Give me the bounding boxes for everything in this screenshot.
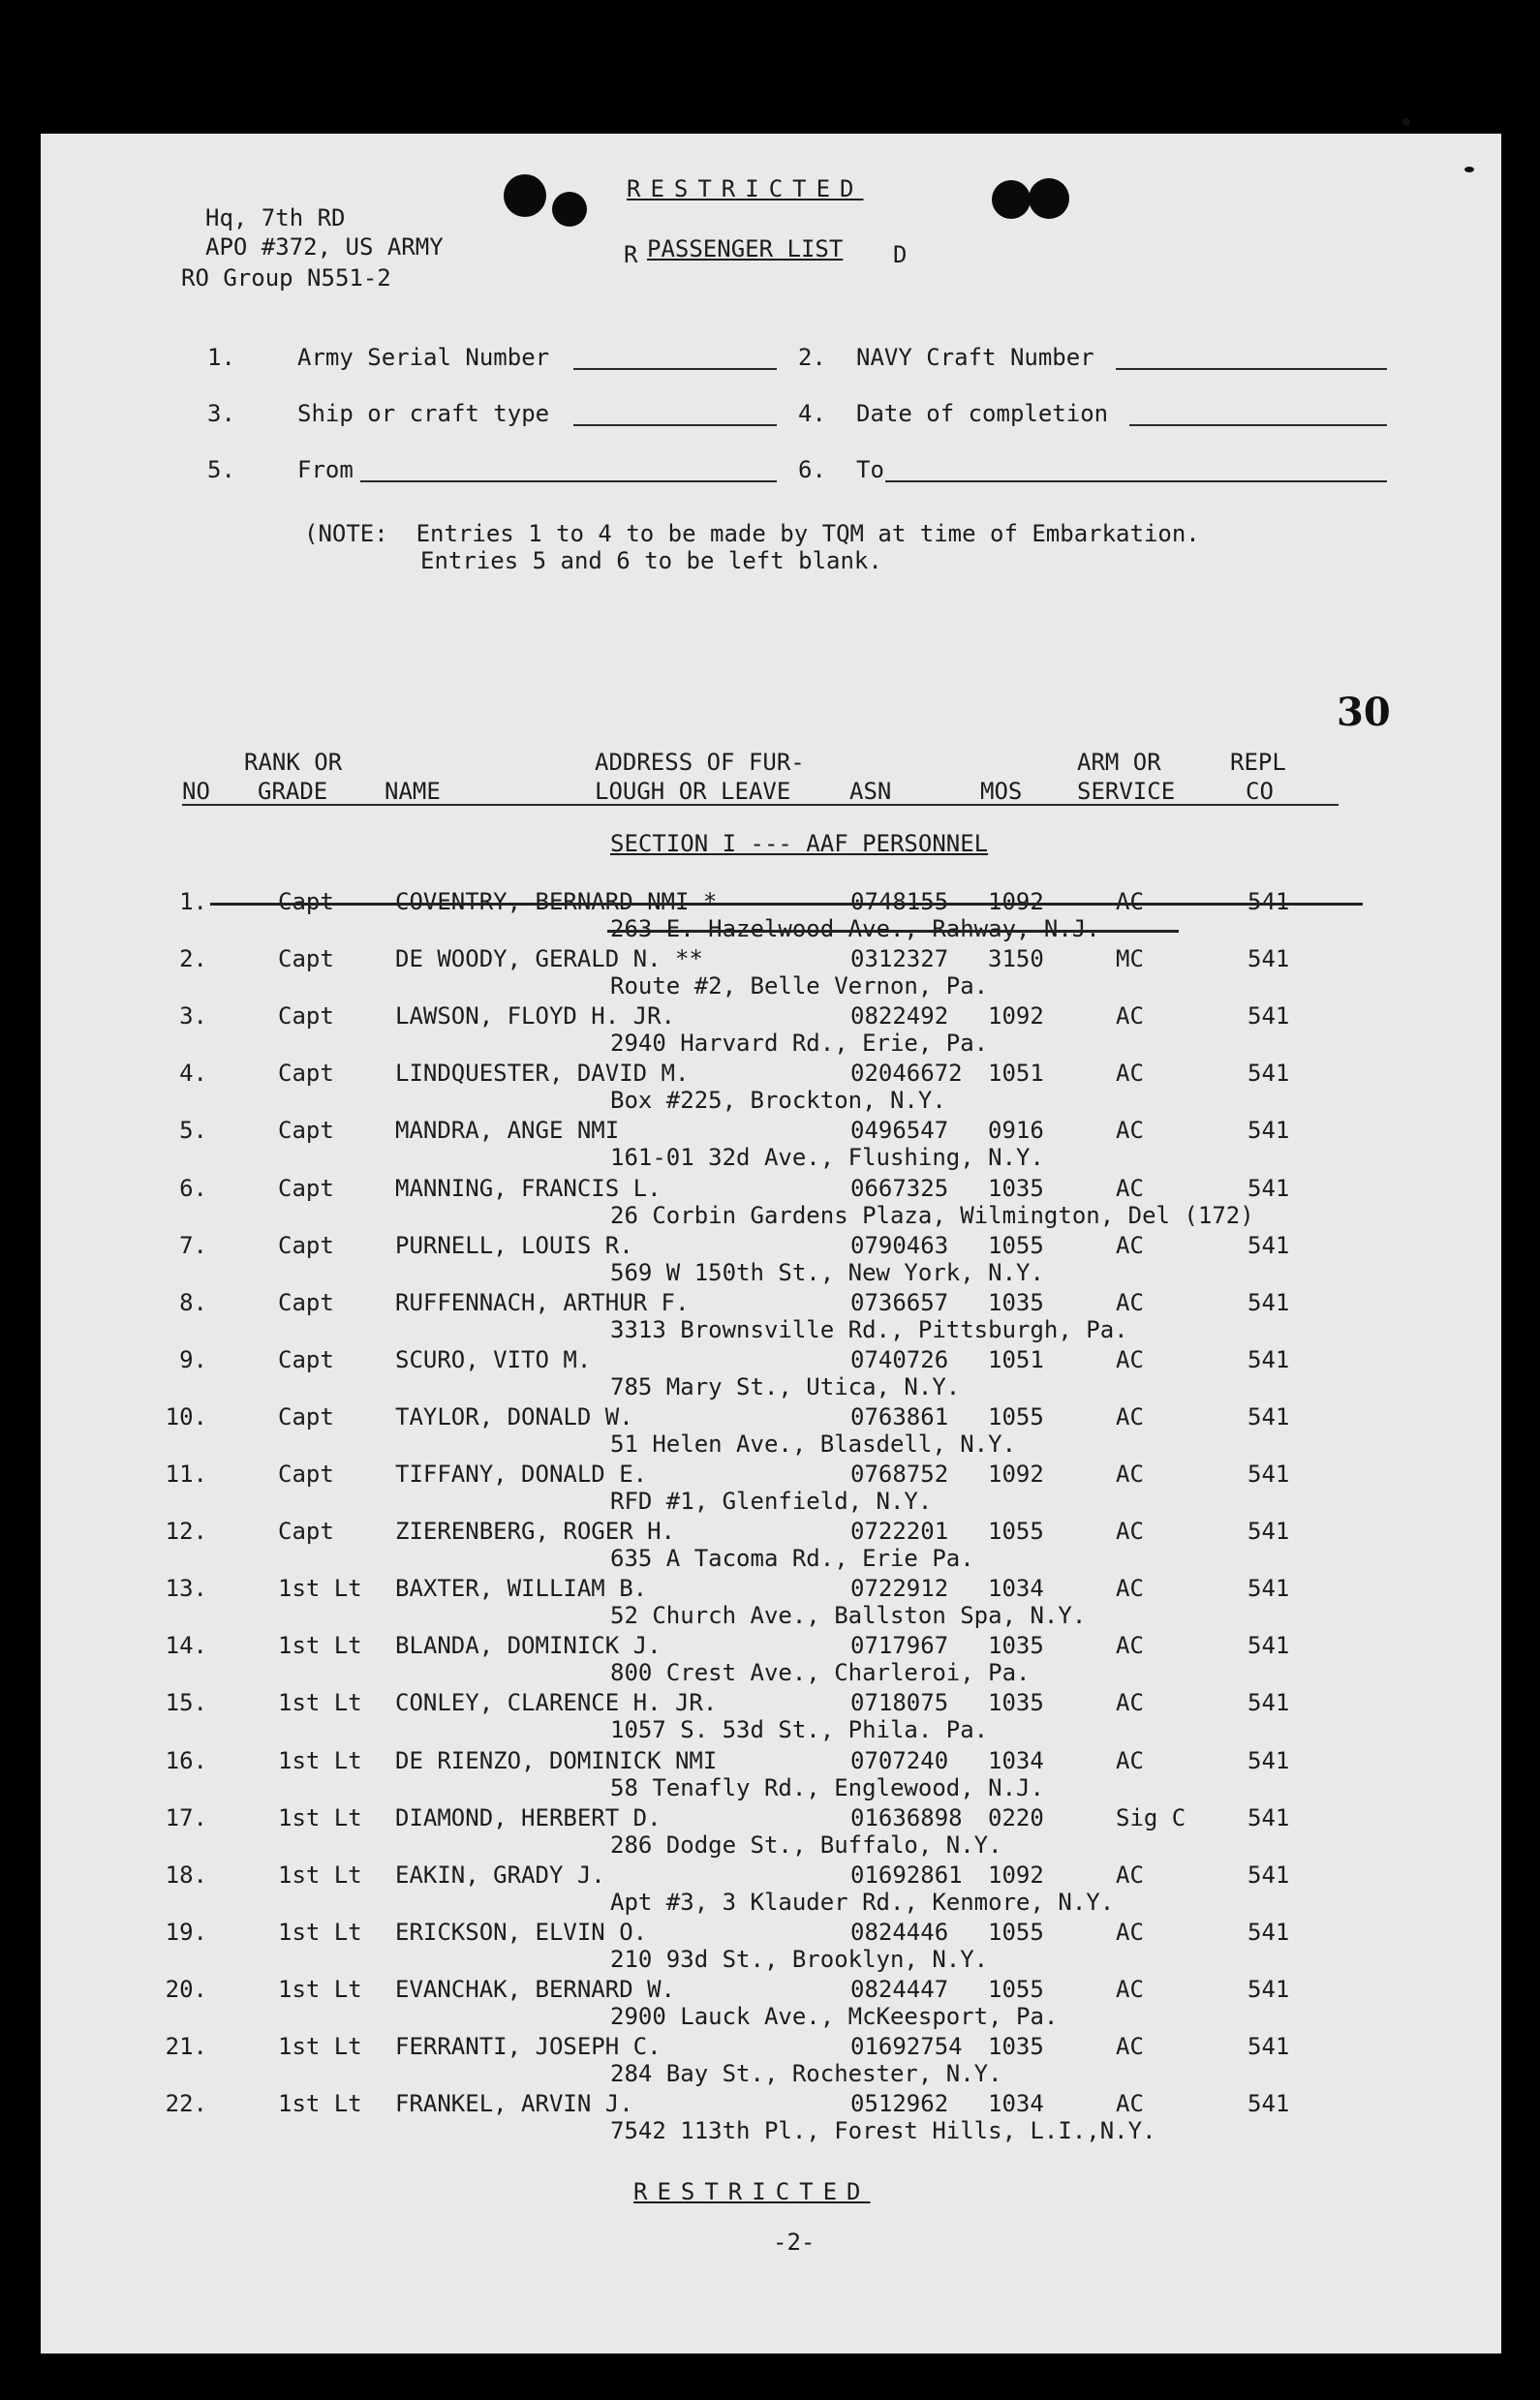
col-address-bottom: LOUGH OR LEAVE [595, 778, 791, 805]
row-arm: AC [1116, 1746, 1144, 1774]
row-address: 2940 Harvard Rd., Erie, Pa. [610, 1030, 989, 1058]
classification-top: RESTRICTED [627, 175, 864, 202]
row-arm: AC [1116, 1861, 1144, 1889]
row-no: 2. [179, 945, 207, 973]
row-address: 284 Bay St., Rochester, N.Y. [610, 2060, 1002, 2087]
row-mos: 1034 [988, 1746, 1044, 1774]
row-rank: 1st Lt [278, 1975, 362, 2003]
row-address: RFD #1, Glenfield, N.Y. [610, 1488, 933, 1515]
row-rank: Capt [278, 1288, 334, 1316]
row-repl: 541 [1247, 2090, 1290, 2118]
item2-num: 2. [798, 344, 826, 371]
row-no: 12. [165, 1518, 207, 1546]
row-address: 51 Helen Ave., Blasdell, N.Y. [610, 1430, 1017, 1458]
row-name: PURNELL, LOUIS R. [395, 1231, 633, 1259]
row-mos: 1035 [988, 1174, 1044, 1202]
item2-label: NAVY Craft Number [856, 344, 1094, 371]
row-asn: 0822492 [850, 1002, 949, 1031]
row-rank: 1st Lt [278, 1803, 362, 1831]
row-mos: 1034 [988, 1575, 1044, 1603]
item1-blank[interactable] [573, 368, 777, 370]
row-repl: 541 [1247, 1632, 1290, 1660]
row-arm: AC [1116, 1402, 1144, 1431]
row-arm: AC [1116, 1345, 1144, 1373]
row-rank: Capt [278, 1117, 334, 1145]
row-mos: 1055 [988, 1518, 1044, 1546]
row-asn: 0512962 [850, 2090, 949, 2118]
item3-label: Ship or craft type [297, 400, 550, 427]
row-name: BAXTER, WILLIAM B. [395, 1575, 648, 1603]
row-no: 19. [165, 1918, 207, 1946]
row-address: 7542 113th Pl., Forest Hills, L.I.,N.Y. [610, 2117, 1156, 2145]
row-no: 7. [179, 1231, 207, 1259]
row-arm: AC [1116, 1575, 1144, 1603]
row-address: 569 W 150th St., New York, N.Y. [610, 1258, 1044, 1286]
col-asn: ASN [849, 778, 892, 805]
row-rank: Capt [278, 945, 334, 973]
row-name: TAYLOR, DONALD W. [395, 1402, 633, 1431]
row-rank: Capt [278, 1002, 334, 1031]
row-name: ZIERENBERG, ROGER H. [395, 1518, 675, 1546]
row-arm: AC [1116, 1231, 1144, 1259]
row-no: 11. [165, 1461, 207, 1488]
row-no: 17. [165, 1803, 207, 1831]
row-name: EAKIN, GRADY J. [395, 1861, 605, 1889]
col-arm-bottom: SERVICE [1077, 778, 1176, 805]
row-no: 18. [165, 1861, 207, 1889]
row-mos: 0220 [988, 1803, 1044, 1831]
row-asn: 0763861 [850, 1402, 949, 1431]
row-address: 26 Corbin Gardens Plaza, Wilmington, Del (172) [610, 1201, 1254, 1229]
row-repl: 541 [1247, 1518, 1290, 1546]
row-mos: 1051 [988, 1060, 1044, 1088]
row-name: LINDQUESTER, DAVID M. [395, 1060, 690, 1088]
scan-speck [1464, 167, 1474, 172]
row-mos: 1092 [988, 888, 1044, 915]
row-arm: AC [1116, 1117, 1144, 1145]
row-no: 4. [179, 1060, 207, 1088]
row-repl: 541 [1247, 1975, 1290, 2003]
row-rank: 1st Lt [278, 1575, 362, 1603]
row-mos: 1035 [988, 1689, 1044, 1717]
item3-blank[interactable] [573, 424, 777, 426]
row-no: 3. [179, 1002, 207, 1031]
page-stamp: 30 [1337, 690, 1391, 735]
item5-num: 5. [207, 456, 235, 483]
row-rank: 1st Lt [278, 1918, 362, 1946]
title-suffix: D [893, 241, 908, 268]
row-mos: 1035 [988, 1632, 1044, 1660]
row-mos: 1055 [988, 1918, 1044, 1946]
row-rank: 1st Lt [278, 1861, 362, 1889]
row-repl: 541 [1247, 1575, 1290, 1603]
item4-blank[interactable] [1129, 424, 1387, 426]
row-mos: 0916 [988, 1117, 1044, 1145]
row-arm: AC [1116, 888, 1144, 915]
row-mos: 1092 [988, 1461, 1044, 1488]
row-name: EVANCHAK, BERNARD W. [395, 1975, 675, 2003]
row-address: 210 93d St., Brooklyn, N.Y. [610, 1945, 989, 1973]
row-no: 9. [179, 1345, 207, 1373]
row-no: 15. [165, 1689, 207, 1717]
row-name: MANDRA, ANGE NMI [395, 1117, 620, 1145]
col-mos: MOS [980, 778, 1023, 805]
row-no: 20. [165, 1975, 207, 2003]
row-address: Box #225, Brockton, N.Y. [610, 1087, 946, 1115]
row-repl: 541 [1247, 1803, 1290, 1831]
row-address: 785 Mary St., Utica, N.Y. [610, 1372, 961, 1400]
row-name: DIAMOND, HERBERT D. [395, 1803, 662, 1831]
row-arm: AC [1116, 1975, 1144, 2003]
row-asn: 01636898 [850, 1803, 963, 1831]
row-rank: Capt [278, 1060, 334, 1088]
document-title: PASSENGER LIST [647, 235, 844, 262]
row-rank: 1st Lt [278, 2033, 362, 2060]
row-name: TIFFANY, DONALD E. [395, 1461, 648, 1488]
row-asn: 0736657 [850, 1288, 949, 1316]
row-asn: 0824447 [850, 1975, 949, 2003]
row-asn: 0722201 [850, 1518, 949, 1546]
row-name: FERRANTI, JOSEPH C. [395, 2033, 662, 2060]
cancelled-address-strike [607, 930, 1179, 933]
row-name: FRANKEL, ARVIN J. [395, 2090, 633, 2118]
row-rank: 1st Lt [278, 2090, 362, 2118]
item3-num: 3. [207, 400, 235, 427]
scan-speck [1402, 118, 1410, 126]
row-arm: MC [1116, 945, 1144, 973]
row-asn: 0717967 [850, 1632, 949, 1660]
cancelled-entry-strike [210, 903, 1363, 906]
item6-label: To [856, 456, 884, 483]
document-page [41, 134, 1501, 2354]
row-asn: 0748155 [850, 888, 949, 915]
row-repl: 541 [1247, 1402, 1290, 1431]
item1-num: 1. [207, 344, 235, 371]
row-repl: 541 [1247, 1461, 1290, 1488]
section-title: SECTION I --- AAF PERSONNEL [610, 830, 989, 857]
row-name: COVENTRY, BERNARD NMI * [395, 888, 718, 915]
row-address: 58 Tenafly Rd., Englewood, N.J. [610, 1773, 1044, 1801]
row-arm: AC [1116, 1632, 1144, 1660]
row-no: 1. [179, 888, 207, 915]
row-repl: 541 [1247, 1861, 1290, 1889]
item4-num: 4. [798, 400, 826, 427]
row-asn: 01692861 [850, 1861, 963, 1889]
row-repl: 541 [1247, 1345, 1290, 1373]
row-asn: 0824446 [850, 1918, 949, 1946]
row-rank: Capt [278, 1461, 334, 1488]
item2-blank[interactable] [1116, 368, 1387, 370]
col-repl-bottom: CO [1246, 778, 1274, 805]
row-repl: 541 [1247, 1288, 1290, 1316]
row-mos: 1055 [988, 1402, 1044, 1431]
item5-label: From [297, 456, 354, 483]
row-address: 263 E. Hazelwood Ave., Rahway, N.J. [610, 915, 1100, 942]
row-asn: 0312327 [850, 945, 949, 973]
row-repl: 541 [1247, 888, 1290, 915]
row-asn: 02046672 [850, 1060, 963, 1088]
row-name: MANNING, FRANCIS L. [395, 1174, 662, 1202]
item6-blank[interactable] [885, 480, 1387, 482]
row-no: 6. [179, 1174, 207, 1202]
row-name: DE WOODY, GERALD N. ** [395, 945, 703, 973]
row-name: CONLEY, CLARENCE H. JR. [395, 1689, 718, 1717]
row-repl: 541 [1247, 1002, 1290, 1031]
header-group: RO Group N551-2 [181, 264, 391, 292]
row-asn: 0768752 [850, 1461, 949, 1488]
row-address: 800 Crest Ave., Charleroi, Pa. [610, 1659, 1031, 1687]
item5-blank[interactable] [360, 480, 777, 482]
row-asn: 0667325 [850, 1174, 949, 1202]
header-unit: Hq, 7th RD [205, 204, 346, 231]
row-mos: 1055 [988, 1231, 1044, 1259]
row-repl: 541 [1247, 1231, 1290, 1259]
col-repl-top: REPL [1230, 749, 1286, 776]
row-address: 286 Dodge St., Buffalo, N.Y. [610, 1831, 1002, 1859]
row-arm: AC [1116, 1288, 1144, 1316]
row-repl: 541 [1247, 1689, 1290, 1717]
item1-label: Army Serial Number [297, 344, 550, 371]
note-line-1: (NOTE: Entries 1 to 4 to be made by TQM at time of Embarkation. [304, 520, 1200, 547]
row-name: SCURO, VITO M. [395, 1345, 592, 1373]
col-rank-top: RANK OR [244, 749, 343, 776]
footer-page: -2- [773, 2229, 816, 2256]
row-mos: 3150 [988, 945, 1044, 973]
note-line-2: Entries 5 and 6 to be left blank. [420, 547, 882, 574]
punch-hole-right [992, 180, 1031, 219]
row-name: LAWSON, FLOYD H. JR. [395, 1002, 675, 1031]
row-repl: 541 [1247, 1918, 1290, 1946]
row-rank: Capt [278, 1231, 334, 1259]
row-rank: 1st Lt [278, 1746, 362, 1774]
col-arm-top: ARM OR [1077, 749, 1161, 776]
row-no: 13. [165, 1575, 207, 1603]
col-address-top: ADDRESS OF FUR- [595, 749, 805, 776]
row-rank: 1st Lt [278, 1689, 362, 1717]
classification-bottom: RESTRICTED [633, 2178, 871, 2205]
row-mos: 1035 [988, 1288, 1044, 1316]
row-repl: 541 [1247, 2033, 1290, 2060]
header-apo: APO #372, US ARMY [205, 233, 444, 261]
row-arm: AC [1116, 1002, 1144, 1031]
row-rank: Capt [278, 1518, 334, 1546]
row-repl: 541 [1247, 945, 1290, 973]
row-arm: AC [1116, 1518, 1144, 1546]
row-address: Route #2, Belle Vernon, Pa. [610, 972, 989, 1000]
col-no: NO [182, 778, 210, 805]
row-asn: 01692754 [850, 2033, 963, 2060]
row-mos: 1035 [988, 2033, 1044, 2060]
row-address: 2900 Lauck Ave., McKeesport, Pa. [610, 2002, 1059, 2030]
row-arm: AC [1116, 1060, 1144, 1088]
row-repl: 541 [1247, 1746, 1290, 1774]
row-no: 8. [179, 1288, 207, 1316]
row-mos: 1055 [988, 1975, 1044, 2003]
row-rank: Capt [278, 1345, 334, 1373]
row-name: DE RIENZO, DOMINICK NMI [395, 1746, 718, 1774]
row-rank: 1st Lt [278, 1632, 362, 1660]
row-arm: AC [1116, 1689, 1144, 1717]
row-mos: 1034 [988, 2090, 1044, 2118]
row-repl: 541 [1247, 1060, 1290, 1088]
header-rule [182, 804, 1339, 806]
col-name: NAME [385, 778, 441, 805]
punch-hole-right-2 [1029, 178, 1069, 219]
row-arm: Sig C [1116, 1803, 1186, 1831]
row-no: 22. [165, 2090, 207, 2118]
row-address: 161-01 32d Ave., Flushing, N.Y. [610, 1144, 1044, 1172]
row-no: 5. [179, 1117, 207, 1145]
row-no: 14. [165, 1632, 207, 1660]
row-arm: AC [1116, 1174, 1144, 1202]
row-rank: Capt [278, 1174, 334, 1202]
item4-label: Date of completion [856, 400, 1109, 427]
row-mos: 1051 [988, 1345, 1044, 1373]
row-arm: AC [1116, 2033, 1144, 2060]
item6-num: 6. [798, 456, 826, 483]
title-prefix: R [624, 241, 638, 268]
row-address: Apt #3, 3 Klauder Rd., Kenmore, N.Y. [610, 1888, 1115, 1916]
row-asn: 0707240 [850, 1746, 949, 1774]
row-repl: 541 [1247, 1117, 1290, 1145]
row-rank: Capt [278, 888, 334, 915]
row-no: 21. [165, 2033, 207, 2060]
row-address: 1057 S. 53d St., Phila. Pa. [610, 1716, 989, 1744]
punch-hole-left-2 [552, 192, 587, 227]
row-asn: 0740726 [850, 1345, 949, 1373]
row-repl: 541 [1247, 1174, 1290, 1202]
row-mos: 1092 [988, 1002, 1044, 1031]
row-asn: 0718075 [850, 1689, 949, 1717]
col-rank-bottom: GRADE [258, 778, 328, 805]
row-address: 635 A Tacoma Rd., Erie Pa. [610, 1545, 974, 1573]
row-no: 10. [165, 1402, 207, 1431]
row-arm: AC [1116, 1461, 1144, 1488]
row-arm: AC [1116, 2090, 1144, 2118]
row-rank: Capt [278, 1402, 334, 1431]
punch-hole-left [504, 174, 546, 217]
row-asn: 0722912 [850, 1575, 949, 1603]
row-name: RUFFENNACH, ARTHUR F. [395, 1288, 690, 1316]
row-address: 52 Church Ave., Ballston Spa, N.Y. [610, 1602, 1087, 1630]
row-name: BLANDA, DOMINICK J. [395, 1632, 662, 1660]
row-no: 16. [165, 1746, 207, 1774]
row-address: 3313 Brownsville Rd., Pittsburgh, Pa. [610, 1315, 1128, 1343]
row-asn: 0496547 [850, 1117, 949, 1145]
row-name: ERICKSON, ELVIN O. [395, 1918, 648, 1946]
row-arm: AC [1116, 1918, 1144, 1946]
row-asn: 0790463 [850, 1231, 949, 1259]
row-mos: 1092 [988, 1861, 1044, 1889]
